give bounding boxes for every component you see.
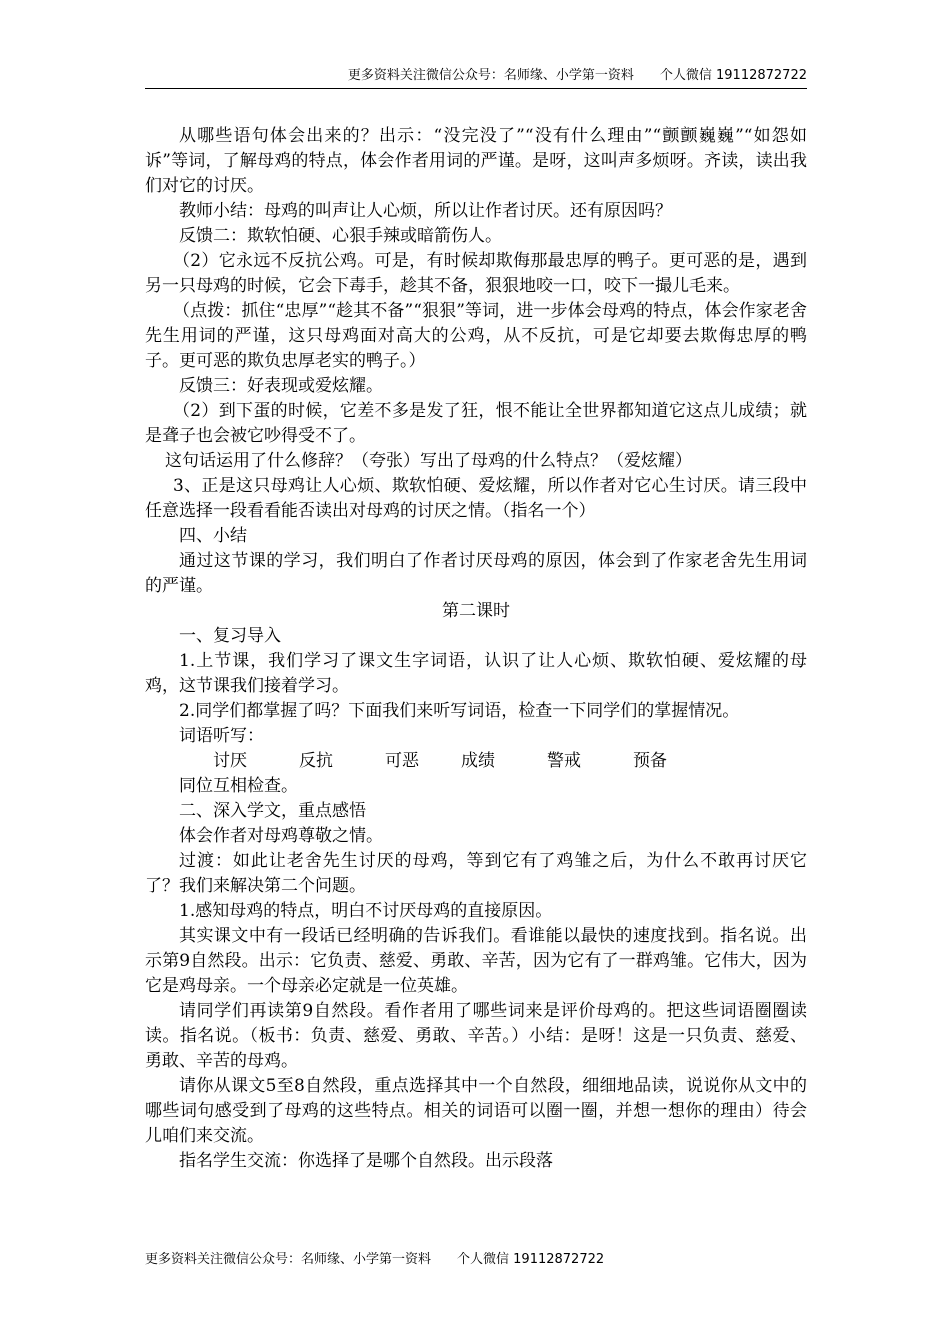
paragraph: 教师小结：母鸡的叫声让人心烦，所以让作者讨厌。还有原因吗？ xyxy=(179,201,672,221)
dictation-word-list xyxy=(145,749,807,774)
section-heading: 四、小结 xyxy=(179,526,247,546)
header-source: 更多资料关注微信公众号：名师缘、小学第一资料 xyxy=(347,68,634,83)
paragraph: 其实课文中有一段话已经明确的告诉我们。看谁能以最快的速度找到。指名说。出示第9自然段。出示：它负责、慈爱、勇敢、辛苦，因为它有了一群鸡雏。它伟大，因为它是鸡母亲。一个母亲必定就是一位英雄。 xyxy=(145,926,807,996)
paragraph: 1.感知母鸡的特点，明白不讨厌母鸡的直接原因。 xyxy=(179,901,553,921)
paragraph: （2）它永远不反抗公鸡。可是，有时候却欺侮那最忠厚的鸭子。更可恶的是，遇到另一只母鸡的时候，它会下毒手，趁其不备，狠狠地咬一口，咬下一撮儿毛来。 xyxy=(145,251,807,296)
page-header xyxy=(145,64,807,86)
dictation-word: 可恶 xyxy=(385,751,419,771)
paragraph: 体会作者对母鸡尊敬之情。 xyxy=(179,826,383,846)
header-rule xyxy=(145,88,807,89)
paragraph: 过渡：如此让老舍先生讨厌的母鸡，等到它有了鸡雏之后，为什么不敢再讨厌它了？我们来解决第二个问题。 xyxy=(145,851,807,896)
dictation-word: 预备 xyxy=(633,751,667,771)
dictation-word: 警戒 xyxy=(547,751,581,771)
paragraph: 通过这节课的学习，我们明白了作者讨厌母鸡的原因，体会到了作家老舍先生用词的严谨。 xyxy=(145,551,807,596)
paragraph: 请同学们再读第9自然段。看作者用了哪些词来是评价母鸡的。把这些词语圈圈读读。指名说。（板书：负责、慈爱、勇敢、辛苦。）小结：是呀！这是一只负责、慈爱、勇敢、辛苦的母鸡。 xyxy=(145,1001,807,1071)
page-footer xyxy=(145,1248,604,1267)
paragraph: 2.同学们都掌握了吗？下面我们来听写词语，检查一下同学们的掌握情况。 xyxy=(179,701,740,721)
paragraph: 反馈三：好表现或爱炫耀。 xyxy=(179,376,383,396)
lesson-title: 第二课时 xyxy=(442,601,510,621)
paragraph: 1.上节课，我们学习了课文生字词语，认识了让人心烦、欺软怕硬、爱炫耀的母鸡，这节课我们接着学习。 xyxy=(145,651,807,696)
section-heading: 一、复习导入 xyxy=(179,626,281,646)
section-heading: 二、深入学文，重点感悟 xyxy=(179,801,366,821)
footer-source: 更多资料关注微信公众号：名师缘、小学第一资料 xyxy=(145,1252,432,1267)
dictation-word: 反抗 xyxy=(299,751,333,771)
paragraph: （2）到下蛋的时候，它差不多是发了狂，恨不能让全世界都知道它这点儿成绩；就是聋子也会被它吵得受不了。 xyxy=(145,401,807,446)
paragraph: 词语听写： xyxy=(179,726,264,746)
paragraph: 请你从课文5至8自然段，重点选择其中一个自然段，细细地品读，说说你从文中的哪些词句感受到了母鸡的这些特点。相关的词语可以圈一圈，并想一想你的理由）待会儿咱们来交流。 xyxy=(145,1076,807,1146)
paragraph: 反馈二：欺软怕硬、心狠手辣或暗箭伤人。 xyxy=(179,226,502,246)
dictation-word: 成绩 xyxy=(461,751,495,771)
header-contact: 个人微信 19112872722 xyxy=(659,68,807,83)
paragraph: 同位互相检查。 xyxy=(179,776,298,796)
document-body xyxy=(145,124,807,1174)
paragraph: 指名学生交流：你选择了是哪个自然段。出示段落 xyxy=(179,1151,553,1171)
paragraph: 这句话运用了什么修辞？（夸张）写出了母鸡的什么特点？（爱炫耀） xyxy=(165,451,692,471)
paragraph: （点拨：抓住“忠厚”“趁其不备”“狠狠”等词，进一步体会母鸡的特点，体会作家老舍先生用词的严谨，这只母鸡面对高大的公鸡，从不反抗，可是它却要去欺侮忠厚的鸭子。更可恶的欺负忠厚老实的鸭子。） xyxy=(145,301,807,371)
paragraph: 3、正是这只母鸡让人心烦、欺软怕硬、爱炫耀，所以作者对它心生讨厌。请三段中任意选择一段看看能否读出对母鸡的讨厌之情。（指名一个） xyxy=(145,476,807,521)
footer-contact: 个人微信 19112872722 xyxy=(457,1252,605,1267)
dictation-word: 讨厌 xyxy=(213,751,247,771)
paragraph: 从哪些语句体会出来的？出示：“没完没了”“没有什么理由”“颤颤巍巍”“如怨如诉”等词，了解母鸡的特点，体会作者用词的严谨。是呀，这叫声多烦呀。齐读，读出我们对它的讨厌。 xyxy=(145,126,807,196)
